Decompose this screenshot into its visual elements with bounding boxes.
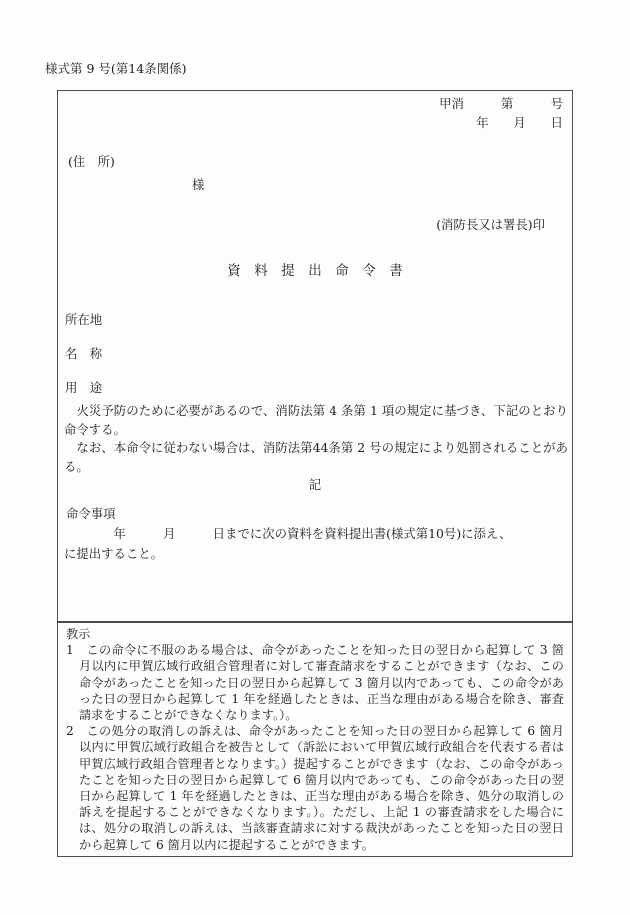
appeal-instructions-box bbox=[57, 622, 573, 857]
location-field-label: 所在地 bbox=[65, 312, 103, 327]
order-body-text bbox=[64, 402, 568, 476]
order-submit-line: に提出すること。 bbox=[64, 546, 164, 561]
form-number-label: 様式第 9 号(第14条関係) bbox=[45, 61, 187, 76]
addressee-honorific: 様 bbox=[192, 177, 205, 192]
instruction-item-1: 1 この命令に不服のある場合は、命令があったことを知った日の翌日から起算して 3 箇月以内に甲賀広域行政組合管理者に対して審査請求をすることができます（なお、この命令があったことを知った日の翌日から起算して 3 箇月以内であっても、この命令があった日の翌日から起算して 1 年を経過したときは、正当な理由がある場合を除き、審査請求をすることができなくなります。）。 bbox=[66, 643, 564, 723]
instruction-item-2: 2 この処分の取消しの訴えは、命令があったことを知った日の翌日から起算して 6 箇月以内に甲賀広域行政組合を被告として（訴訟において甲賀広域行政組合を代表する者は甲賀広域行政組合管理者となります。）提起することができます（なお、この命令があったことを知った日の翌日から起算して 6 箇月以内であっても、この命令があった日の翌日から起算して 1 年を経過したときは、正当な理由がある場合を除き、処分の取消しの訴えを提起することができなくなります。）。ただし、上記 1 の審査請求をした場合には、処分の取消しの訴えは、当該審査請求に対する裁決があったことを知った日の翌日から起算して 6 箇月以内に提起することができます。 bbox=[66, 724, 564, 852]
order-items-heading: 命令事項 bbox=[66, 506, 116, 521]
document-title: 資 料 提 出 命 令 書 bbox=[227, 263, 403, 279]
record-marker: 記 bbox=[308, 477, 322, 492]
order-paragraph-2: なお、本命令に従わない場合は、消防法第44条第 2 号の規定により処罰されることがある。 bbox=[64, 440, 568, 474]
seal-label: (消防長又は署長)印 bbox=[436, 217, 545, 232]
name-field-label: 名 称 bbox=[65, 346, 103, 361]
instructions-heading: 教示 bbox=[66, 627, 91, 641]
document-number-block bbox=[439, 94, 563, 132]
use-field-label: 用 途 bbox=[65, 380, 103, 395]
address-field-label: (住 所) bbox=[68, 154, 115, 169]
order-document-box bbox=[57, 90, 573, 622]
order-deadline-line: 年 月 日までに次の資料を資料提出書(様式第10号)に添え、 bbox=[64, 526, 512, 541]
document-number-line: 甲消 第 号 bbox=[439, 96, 563, 111]
order-paragraph-1: 火災予防のために必要があるので、消防法第 4 条第 1 項の規定に基づき、下記のとおり命令する。 bbox=[64, 403, 568, 437]
document-date-line: 年 月 日 bbox=[476, 115, 563, 130]
